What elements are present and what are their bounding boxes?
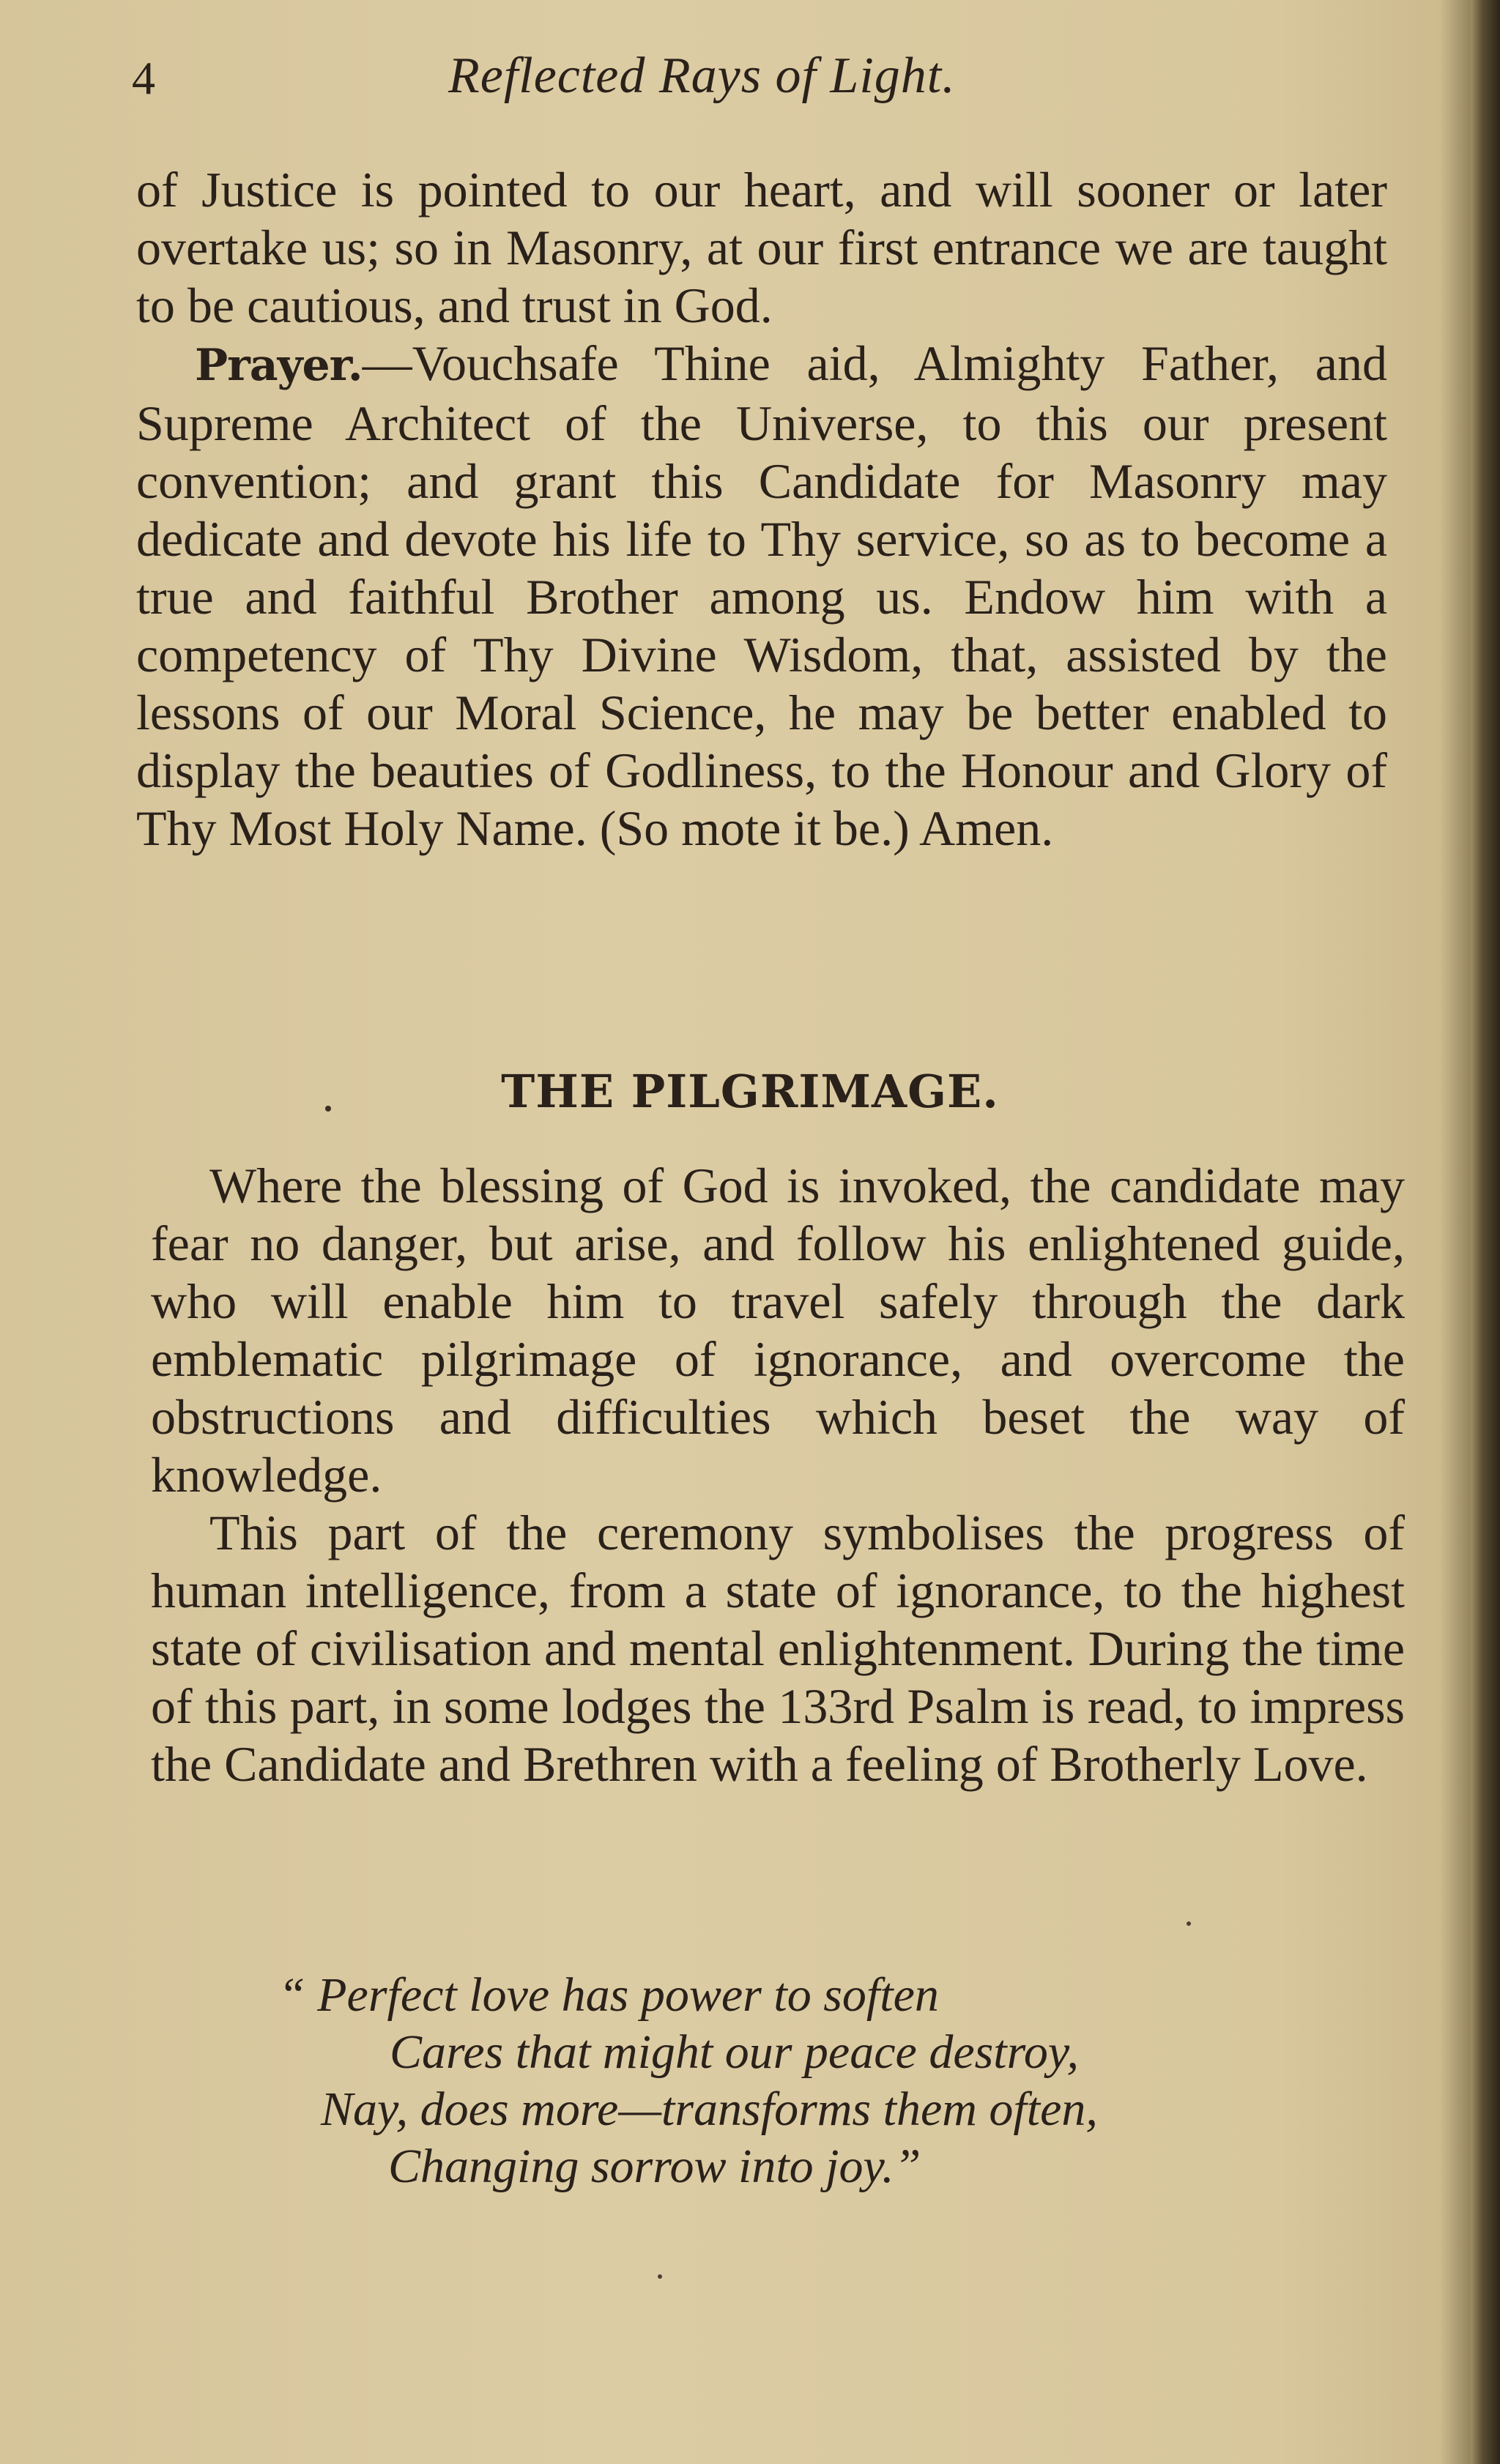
page-number: 4: [132, 52, 155, 104]
prayer-text: —Vouchsafe Thine aid, Almighty Father, and Supreme Architect of the Universe, to this our present convention; and grant this Candidate for Masonry may dedicate and devote his life to Thy service, so as to become a true and faithful Brother among us. Endow him with a competency of Thy Divine Wisdom, that, assisted by the lessons of our Moral Science, he may be better enabled to display the beauties of Godliness, to the Honour and Glory of Thy Most Holy Name. (So mote it be.) Amen.: [136, 335, 1387, 856]
opening-text-block: [136, 161, 1387, 857]
verse-quotation: [278, 1967, 1098, 2195]
stray-mark: [1187, 1921, 1191, 1926]
page-spine-shadow: [1471, 0, 1500, 2464]
running-title: Reflected Rays of Light.: [448, 48, 956, 104]
prayer-label: Prayer.: [195, 340, 363, 391]
section-heading: THE PILGRIMAGE.: [501, 1065, 999, 1118]
pilgrimage-text-block: [151, 1157, 1405, 1793]
verse-line-1: “ Perfect love has power to soften: [278, 1968, 939, 2022]
pilgrimage-paragraph-2: This part of the ceremony symbolises the progress of human intelligence, from a state of ignorance, to the highest state of civilisation and mental enlightenment. During the time of this part, in some lodges the 133rd Psalm is read, to impress the Candidate and Brethren with a feeling of Brotherly Love.: [151, 1505, 1405, 1792]
prayer-paragraph: [136, 335, 1387, 857]
verse-line-4: Changing sorrow into joy.”: [388, 2140, 921, 2193]
verse-line-3: Nay, does more—transforms them often,: [321, 2083, 1098, 2136]
pilgrimage-paragraph-1: Where the blessing of God is invoked, the candidate may fear no danger, but arise, and follow his enlightened guide, who will enable him to travel safely through the dark emblematic pilgrimage of ignorance, and overcome the obstructions and difficulties which beset the way of knowledge.: [151, 1158, 1405, 1503]
verse-line-2: Cares that might our peace destroy,: [390, 2025, 1080, 2079]
justice-paragraph: of Justice is pointed to our heart, and will sooner or later overtake us; so in Masonry, at our first entrance we are taught to be cautious, and trust in God.: [136, 162, 1387, 333]
page-header: [0, 47, 1500, 120]
stray-mark: [658, 2274, 662, 2279]
